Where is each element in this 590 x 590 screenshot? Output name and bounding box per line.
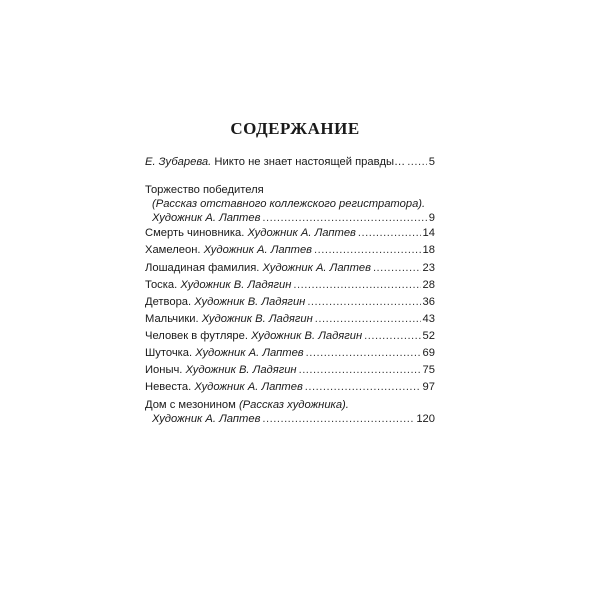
entry-page: 43: [422, 313, 435, 325]
entry-title: Хамелеон.: [145, 244, 201, 256]
toc-entry: [145, 380, 435, 394]
entry-artist: Художник В. Ладягин: [194, 296, 306, 308]
toc-entry: [145, 226, 435, 240]
leader-dots: [358, 226, 421, 240]
leader-dots: [299, 363, 421, 377]
leader-dots: [364, 329, 420, 343]
entry-page: 69: [422, 347, 435, 359]
entry-page: 36: [422, 296, 435, 308]
entry-artist: Художник А. Лаптев: [194, 381, 303, 393]
leader-dots: [315, 312, 421, 326]
leader-dots: [373, 261, 421, 275]
toc-entry: [145, 312, 435, 326]
toc-entry-sub: [152, 197, 435, 211]
entry-page: 23: [422, 262, 435, 274]
toc-entry: [145, 398, 435, 412]
toc-entry-artist-line: [152, 211, 435, 225]
toc-entry: [145, 346, 435, 360]
entry-artist: Художник А. Лаптев: [152, 413, 261, 425]
entry-title: Торжество победителя: [145, 184, 264, 196]
leader-dots: [293, 278, 420, 292]
toc-entry: [145, 278, 435, 292]
entry-artist: Художник А. Лаптев: [247, 227, 356, 239]
entry-page: 97: [422, 381, 435, 393]
entry-subtitle: (Рассказ отставного коллежского регистратора).: [152, 198, 426, 210]
entry-artist: Художник А. Лаптев: [152, 212, 261, 224]
toc-entry: [145, 243, 435, 257]
toc-entry: [145, 329, 435, 343]
toc-entry-artist-line: [152, 412, 435, 426]
entry-title: Мальчики.: [145, 313, 199, 325]
entry-title: Невеста.: [145, 381, 192, 393]
leader-dots: [314, 243, 421, 257]
entry-title: Человек в футляре.: [145, 330, 248, 342]
leader-dots: [262, 412, 414, 426]
entry-title: Никто не знает настоящей правды…: [214, 156, 406, 168]
leader-dots: [305, 380, 421, 394]
entry-page: 5: [428, 156, 435, 168]
entry-page: 28: [422, 279, 435, 291]
entry-artist: Художник В. Ладягин: [251, 330, 363, 342]
leader-dots: [262, 211, 426, 225]
toc-entry: [145, 363, 435, 377]
leader-dots: [307, 295, 420, 309]
toc-entry: [145, 183, 435, 197]
entry-page: 14: [422, 227, 435, 239]
toc-entry: [145, 261, 435, 275]
leader-dots: [306, 346, 421, 360]
entry-title: Шуточка.: [145, 347, 193, 359]
entry-artist: Художник В. Ладягин: [185, 364, 297, 376]
entry-title: Ионыч.: [145, 364, 183, 376]
entry-title: Тоска.: [145, 279, 178, 291]
entry-title: Смерть чиновника.: [145, 227, 245, 239]
entry-title: Лошадиная фамилия.: [145, 262, 260, 274]
page-title: СОДЕРЖАНИЕ: [230, 119, 360, 138]
entry-title: Дом с мезонином: [145, 399, 236, 411]
entry-subtitle: (Рассказ художника).: [238, 399, 349, 411]
toc-entry: [145, 295, 435, 309]
entry-page: 120: [416, 413, 435, 425]
toc-entry: [145, 155, 435, 169]
entry-author: Е. Зубарева.: [145, 156, 212, 168]
entry-artist: Художник А. Лаптев: [262, 262, 371, 274]
entry-page: 9: [428, 212, 435, 224]
entry-page: 75: [422, 364, 435, 376]
entry-page: 18: [422, 244, 435, 256]
entry-title: Детвора.: [145, 296, 192, 308]
entry-page: 52: [422, 330, 435, 342]
leader-dots: [407, 155, 427, 169]
entry-artist: Художник В. Ладягин: [180, 279, 292, 291]
entry-artist: Художник А. Лаптев: [203, 244, 313, 256]
entry-artist: Художник А. Лаптев: [195, 347, 304, 359]
entry-artist: Художник В. Ладягин: [201, 313, 313, 325]
